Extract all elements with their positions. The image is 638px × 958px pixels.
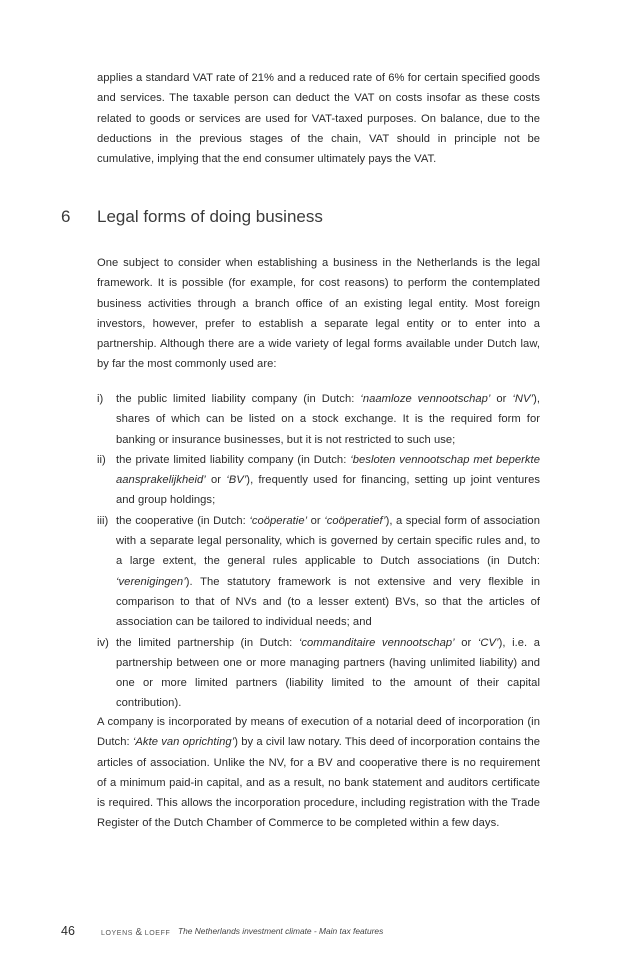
brand-logo: LOYENS & LOEFF (101, 927, 171, 938)
paragraph-text: A company is incorporated by means of execution of a notarial deed of incorporation (in Dutch: ‘Akte van oprichting’) by a civil law notary. This deed of incorporation contains the articles of association. Unlike the NV, for a BV and cooperative there is no requirement of a minimum paid-in capital, and as a result, no bank statement and auditors certificate is required. This allows the incorporation procedure, including registration with the Trade Register of the Dutch Chamber of Commerce to be completed within a few days. (97, 716, 541, 830)
intro-paragraph (97, 68, 540, 169)
list-marker: iii) (97, 514, 109, 527)
list-marker: ii) (97, 453, 106, 466)
incorporation-paragraph (97, 712, 540, 834)
list-item (97, 450, 540, 511)
page-footer (0, 924, 638, 940)
section-number: 6 (61, 207, 71, 226)
list-item (97, 511, 540, 633)
intro-text: applies a standard VAT rate of 21% and a reduced rate of 6% for certain specified goods and services. The taxable person can deduct the VAT on costs insofar as these costs related to goods or services are used for VAT-taxed purposes. On balance, due to the deductions in the previous stages of the chain, VAT should in principle not be cumulative, implying that the end consumer ultimately pays the VAT. (97, 72, 540, 166)
list-item-text: the public limited liability company (in Dutch: ‘naamloze vennootschap’ or ‘NV’), shares of which can be listed on a stock exchange. It is the required form for banking or insurance businesses, but it is not restricted to such use; (116, 393, 540, 446)
list-item-text: the cooperative (in Dutch: ‘coöperatie’ or ‘coöperatief’), a special form of association with a separate legal personality, which is governed by certain specific rules and, to a large extent, the general rules applicable to Dutch associations (in Dutch: ‘verenigingen’). The statutory framework is not extensive and very flexible in comparison to that of NVs and (to a lesser extent) BVs, so that the articles of association can be tailored to individual needs; and (116, 514, 540, 629)
document-title: The Netherlands investment climate - Main tax features (178, 926, 384, 936)
legal-forms-list (97, 389, 540, 714)
list-item (97, 633, 540, 714)
list-item-text: the private limited liability company (in Dutch: ‘besloten vennootschap met beperkte aansprakelijkheid’ or ‘BV’), frequently used for financing, setting up joint ventures and group holdings; (116, 453, 540, 507)
list-item-text: the limited partnership (in Dutch: ‘commanditaire vennootschap’ or ‘CV’), i.e. a partnership between one or more managing partners (having unlimited liability) and one or more limited partners (liability limited to the amount of their capital contribution). (116, 636, 541, 710)
paragraph-text: One subject to consider when establishing a business in the Netherlands is the legal framework. It is possible (for example, for cost reasons) to perform the contemplated business activities through a branch office of an existing legal entity. Most foreign investors, however, prefer to establish a separate legal entity or to enter into a partnership. Although there are a wide variety of legal forms available under Dutch law, by far the most commonly used are: (97, 257, 540, 371)
legal-framework-paragraph (97, 253, 540, 375)
list-marker: i) (97, 393, 104, 405)
section-title: Legal forms of doing business (97, 207, 323, 226)
list-marker: iv) (97, 636, 109, 649)
list-item (97, 389, 540, 450)
section-heading (0, 207, 638, 235)
page-number: 46 (61, 924, 75, 938)
